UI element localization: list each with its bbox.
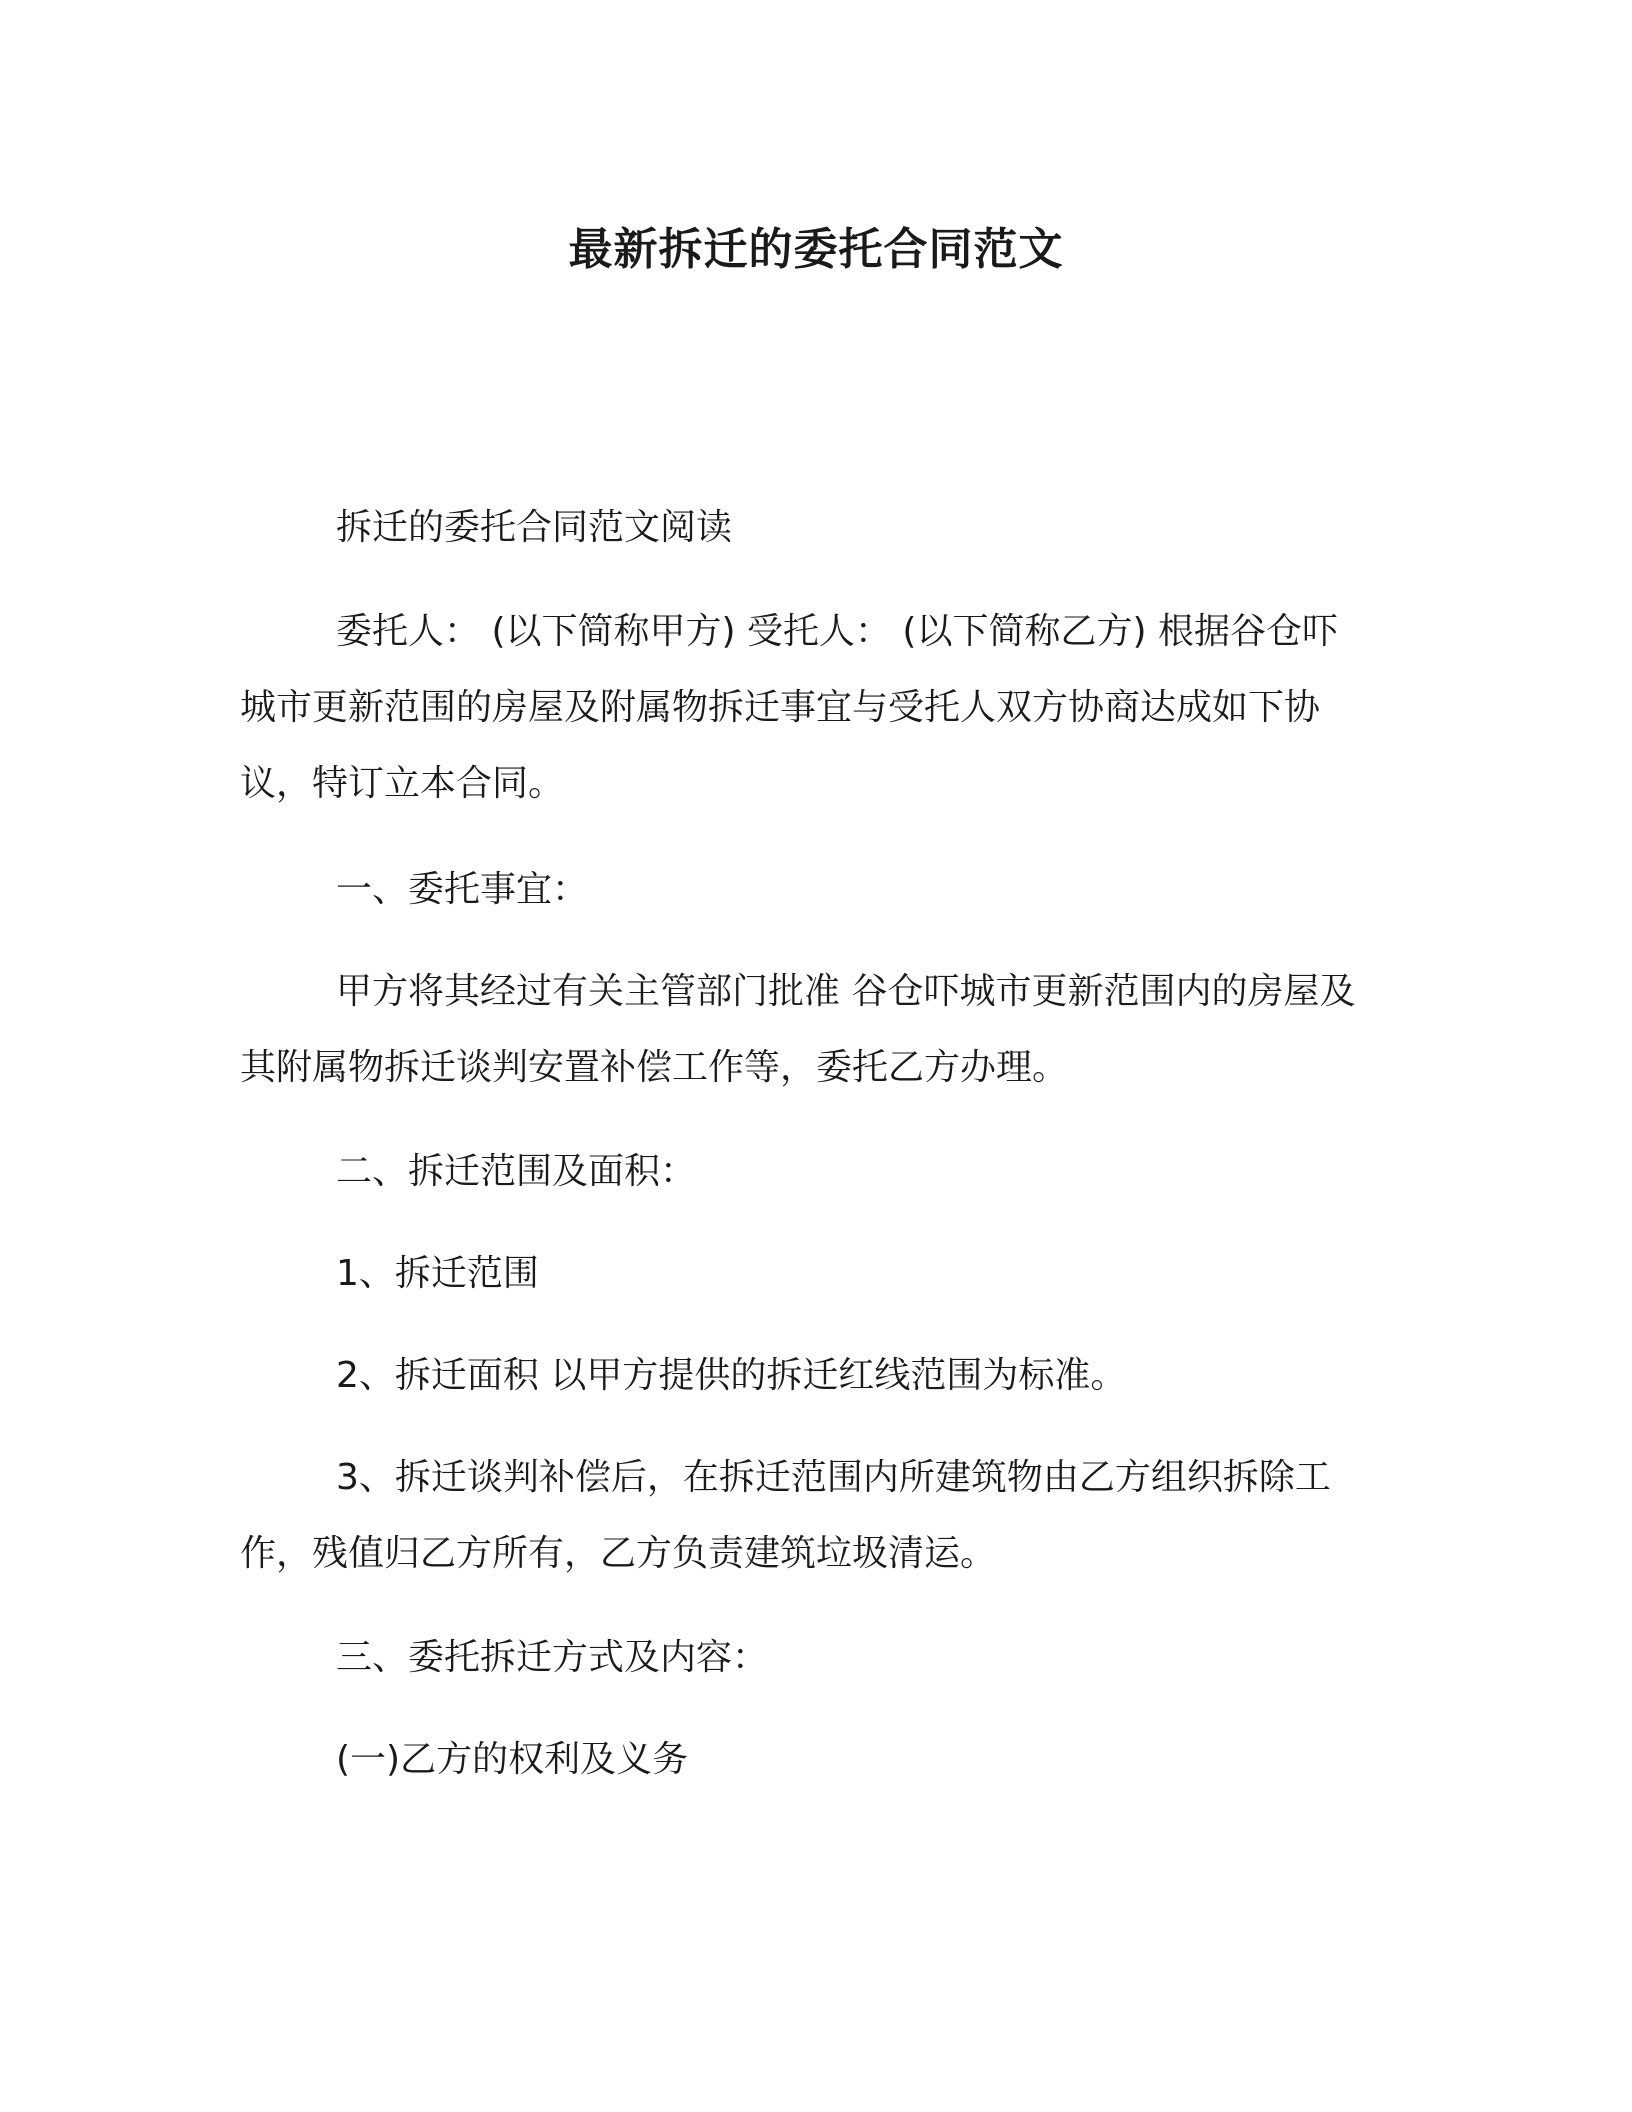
- paragraph-subtitle: [240, 490, 1390, 566]
- subsection-heading: [240, 1722, 1390, 1798]
- section-heading-1: [240, 852, 1390, 928]
- text-line: (一)乙方的权利及义务: [336, 1739, 689, 1780]
- text-line: 三、委托拆迁方式及内容：: [336, 1637, 769, 1678]
- text-line: 城市更新范围的房屋及附属物拆迁事宜与受托人双方协商达成如下协: [240, 687, 1321, 728]
- text-line: 拆迁的委托合同范文阅读: [336, 507, 733, 548]
- section-heading-2: [240, 1134, 1390, 1210]
- text-line: 其附属物拆迁谈判安置补偿工作等，委托乙方办理。: [240, 1047, 1069, 1088]
- text-line: 议，特订立本合同。: [240, 763, 565, 804]
- text-line: 二、拆迁范围及面积：: [336, 1151, 697, 1192]
- document-title: 最新拆迁的委托合同范文: [568, 224, 1064, 275]
- list-item-2: [240, 1338, 1390, 1414]
- text-line: 委托人： (以下简称甲方) 受托人： (以下简称乙方) 根据谷仓吓: [336, 611, 1338, 652]
- paragraph-parties: [240, 594, 1390, 822]
- section-heading-3: [240, 1620, 1390, 1696]
- text-line: 一、委托事宜：: [336, 869, 589, 910]
- text-line: 1、拆迁范围: [336, 1253, 539, 1294]
- text-line: 作，残值归乙方所有，乙方负责建筑垃圾清运。: [240, 1533, 997, 1574]
- text-line: 2、拆迁面积 以甲方提供的拆迁红线范围为标准。: [336, 1355, 1127, 1396]
- text-line: 甲方将其经过有关主管部门批准 谷仓吓城市更新范围内的房屋及: [336, 971, 1356, 1012]
- paragraph-matter: [240, 954, 1390, 1106]
- list-item-3: [240, 1440, 1390, 1592]
- list-item-1: [240, 1236, 1390, 1312]
- text-line: 3、拆迁谈判补偿后，在拆迁范围内所建筑物由乙方组织拆除工: [336, 1457, 1331, 1498]
